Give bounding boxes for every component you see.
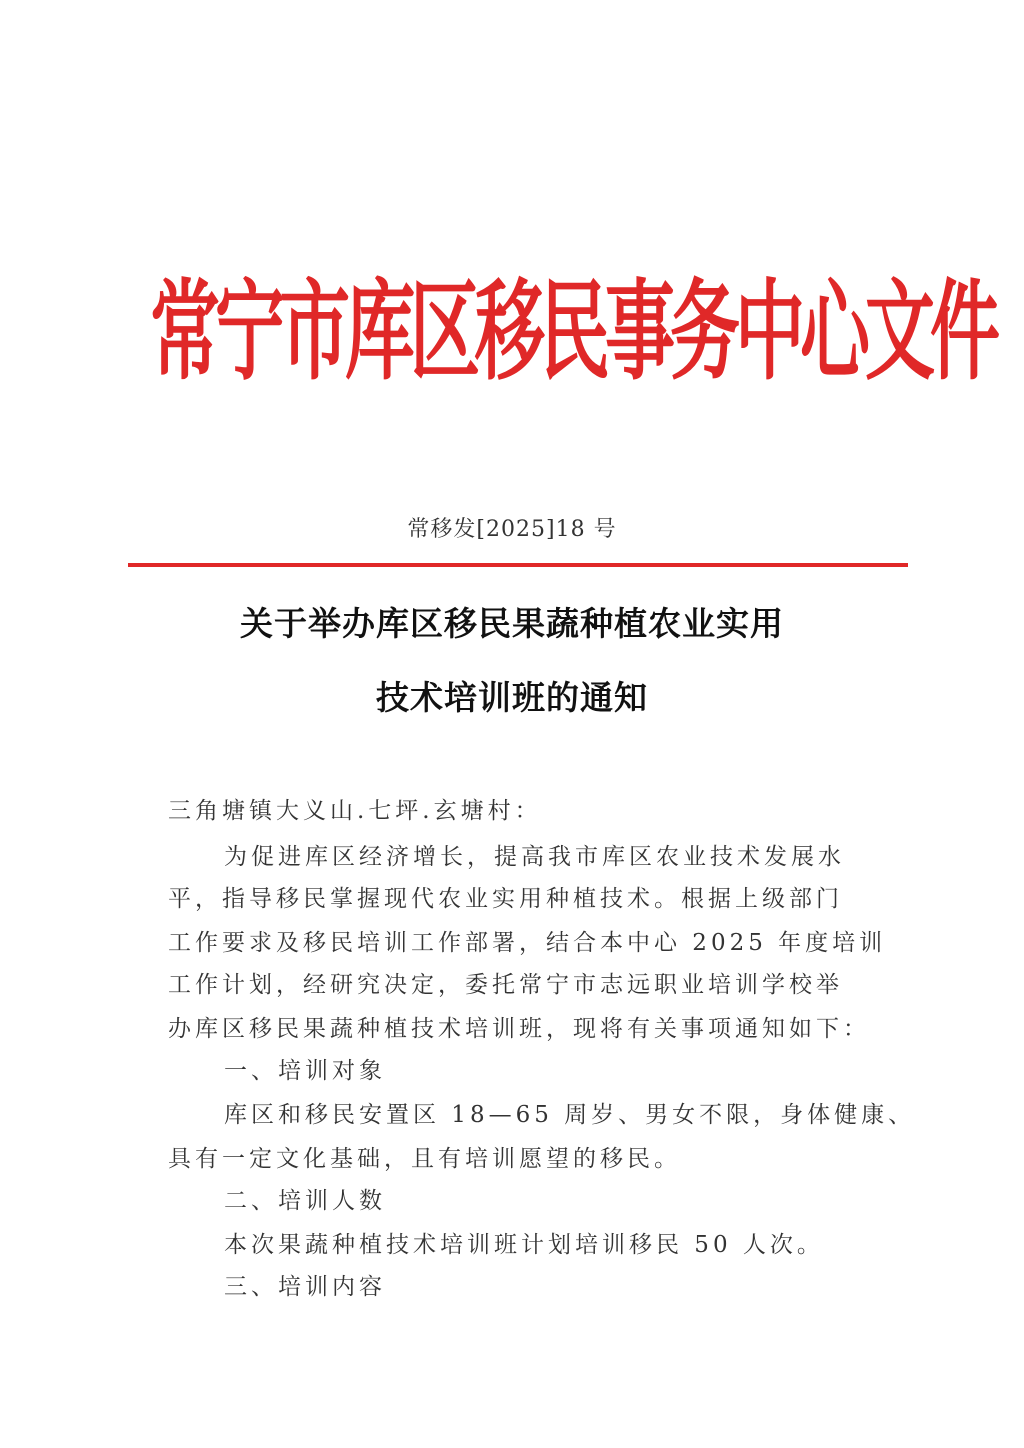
paragraph-line: 为促进库区经济增长，提高我市库区农业技术发展水 xyxy=(224,844,845,870)
paragraph-line: 平，指导移民掌握现代农业实用种植技术。根据上级部门 xyxy=(168,886,843,912)
section-heading-count: 二、培训人数 xyxy=(224,1188,386,1214)
addressee: 三角塘镇大义山.七坪.玄塘村： xyxy=(168,798,542,824)
notice-title-line-2: 技术培训班的通知 xyxy=(376,678,648,717)
section-heading-content: 三、培训内容 xyxy=(224,1274,386,1300)
document-header-title: 常宁市库区移民事务中心文件 xyxy=(150,268,995,396)
notice-title-line-1: 关于举办库区移民果蔬种植农业实用 xyxy=(240,604,784,643)
section-heading-targets: 一、培训对象 xyxy=(224,1058,386,1084)
document-number: 常移发[2025]18 号 xyxy=(407,517,617,542)
paragraph-line: 库区和移民安置区 18—65 周岁、男女不限，身体健康、 xyxy=(224,1102,916,1128)
paragraph-line: 具有一定文化基础，且有培训愿望的移民。 xyxy=(168,1146,681,1172)
paragraph-line: 工作计划，经研究决定，委托常宁市志远职业培训学校举 xyxy=(168,972,843,998)
paragraph-line: 本次果蔬种植技术培训班计划培训移民 50 人次。 xyxy=(224,1232,824,1258)
paragraph-line: 工作要求及移民培训工作部署，结合本中心 2025 年度培训 xyxy=(168,930,887,956)
paragraph-line: 办库区移民果蔬种植技术培训班，现将有关事项通知如下： xyxy=(168,1016,870,1042)
red-divider-line xyxy=(128,563,908,567)
